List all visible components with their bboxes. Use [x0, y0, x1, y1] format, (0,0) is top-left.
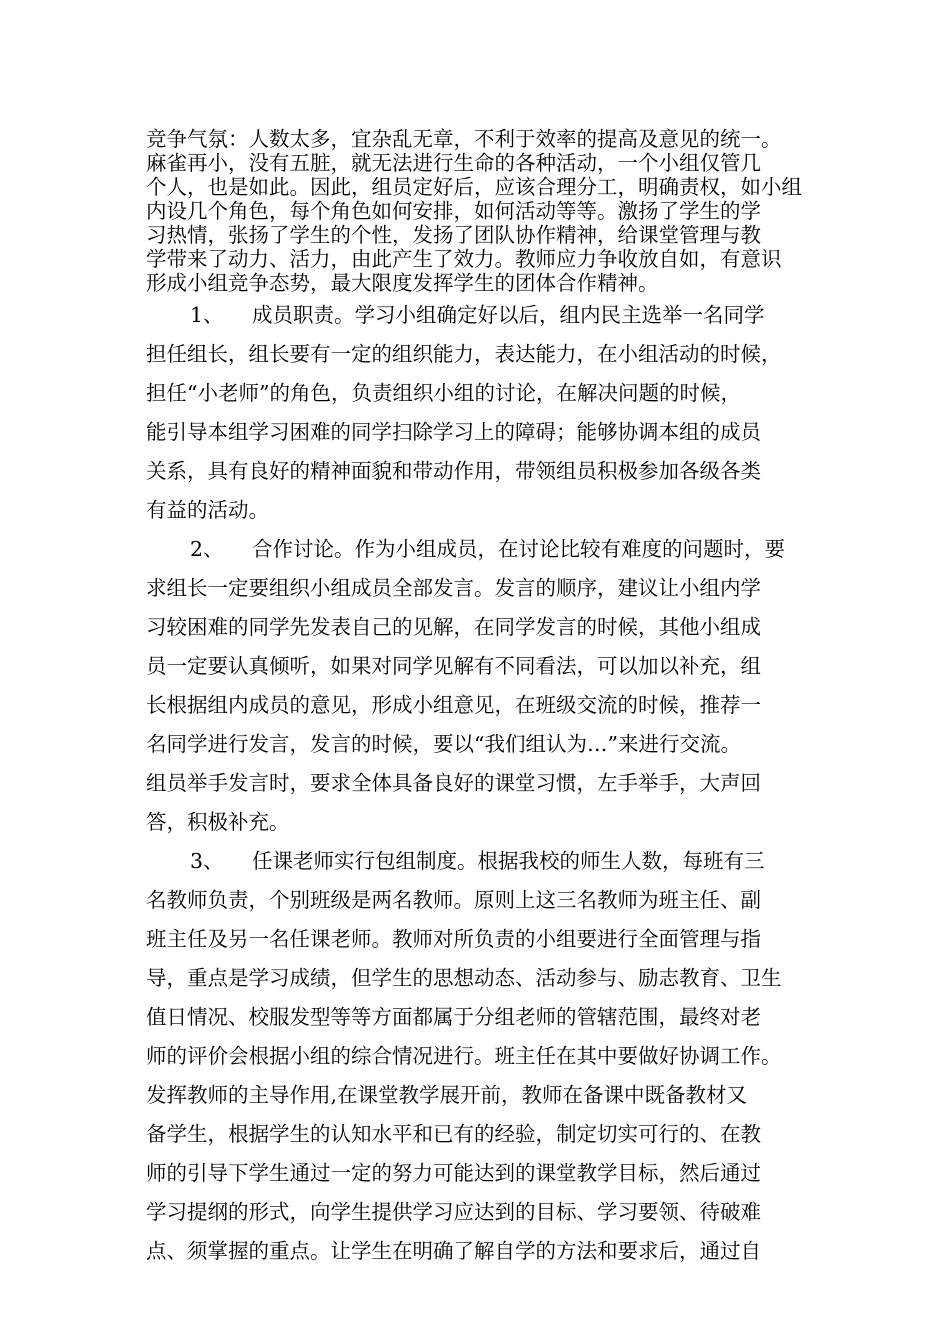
closing-line: 备学生，根据学生的认知水平和已有的经验，制定切实可行的、在教 [146, 1122, 761, 1146]
intro-line: 麻雀再小，没有五脏，就无法进行生命的各种活动，一个小组仅管几 [146, 151, 761, 175]
item-2-heading [190, 534, 785, 564]
item-3-heading [190, 846, 765, 876]
intro-line: 学带来了动力、活力，由此产生了效力。教师应力争收放自如，有意识 [146, 247, 782, 271]
item-2-number: 2、 [190, 537, 224, 561]
item-2-line: 组员举手发言时，要求全体具备良好的课堂习惯，左手举手，大声回 [146, 771, 761, 795]
item-2-line: 习较困难的同学先发表自己的见解，在同学发言的时候，其他小组成 [146, 615, 761, 639]
item-1-number: 1、 [190, 303, 224, 327]
item-2-line: 答，积极补充。 [146, 810, 290, 834]
item-3-first-line: 任课老师实行包组制度。根据我校的师生人数，每班有三 [252, 849, 765, 873]
item-1-line: 担任“小老师”的角色，负责组织小组的讨论，在解决问题的时候， [146, 381, 741, 405]
item-3-number: 3、 [190, 849, 224, 873]
item-1-line: 能引导本组学习困难的同学扫除学习上的障碍；能够协调本组的成员 [146, 420, 761, 444]
item-3-line: 导，重点是学习成绩，但学生的思想动态、活动参与、励志教育、卫生 [146, 966, 782, 990]
intro-line: 竞争气氛：人数太多，宜杂乱无章，不利于效率的提高及意见的统一。 [146, 127, 782, 151]
intro-line: 个人，也是如此。因此，组员定好后，应该合理分工，明确责权，如小组 [146, 175, 802, 199]
item-2-line: 名同学进行发言，发言的时候，要以“我们组认为…”来进行交流。 [146, 732, 741, 756]
item-2-line: 求组长一定要组织小组成员全部发言。发言的顺序，建议让小组内学 [146, 576, 761, 600]
item-3-line: 名教师负责，个别班级是两名教师。原则上这三名教师为班主任、副 [146, 888, 761, 912]
intro-line: 形成小组竞争态势，最大限度发挥学生的团体合作精神。 [146, 271, 659, 295]
item-1-first-line: 成员职责。学习小组确定好以后，组内民主选举一名同学 [252, 303, 765, 327]
item-3-line: 师的评价会根据小组的综合情况进行。班主任在其中要做好协调工作。 [146, 1044, 782, 1068]
item-1-line: 关系，具有良好的精神面貌和带动作用，带领组员积极参加各级各类 [146, 459, 761, 483]
intro-line: 内设几个角色，每个角色如何安排，如何活动等等。激扬了学生的学 [146, 199, 761, 223]
item-2-line: 长根据组内成员的意见，形成小组意见，在班级交流的时候，推荐一 [146, 693, 761, 717]
item-1-heading [190, 300, 765, 330]
closing-line: 点、须掌握的重点。让学生在明确了解自学的方法和要求后，通过自 [146, 1239, 761, 1263]
item-3-line: 班主任及另一名任课老师。教师对所负责的小组要进行全面管理与指 [146, 927, 761, 951]
item-2-line: 员一定要认真倾听，如果对同学见解有不同看法，可以加以补充，组 [146, 654, 761, 678]
item-3-line: 值日情况、校服发型等等方面都属于分组老师的管辖范围，最终对老 [146, 1005, 761, 1029]
item-1-line: 有益的活动。 [146, 498, 269, 522]
item-1-line: 担任组长，组长要有一定的组织能力，表达能力，在小组活动的时候， [146, 342, 782, 366]
intro-line: 习热情，张扬了学生的个性，发扬了团队协作精神，给课堂管理与教 [146, 223, 761, 247]
closing-line: 师的引导下学生通过一定的努力可能达到的课堂教学目标，然后通过 [146, 1161, 761, 1185]
closing-line: 学习提纲的形式，向学生提供学习应达到的目标、学习要领、待破难 [146, 1200, 761, 1224]
closing-line: 发挥教师的主导作用,在课堂教学展开前，教师在备课中既备教材又 [146, 1083, 748, 1107]
item-2-first-line: 合作讨论。作为小组成员，在讨论比较有难度的问题时，要 [252, 537, 785, 561]
